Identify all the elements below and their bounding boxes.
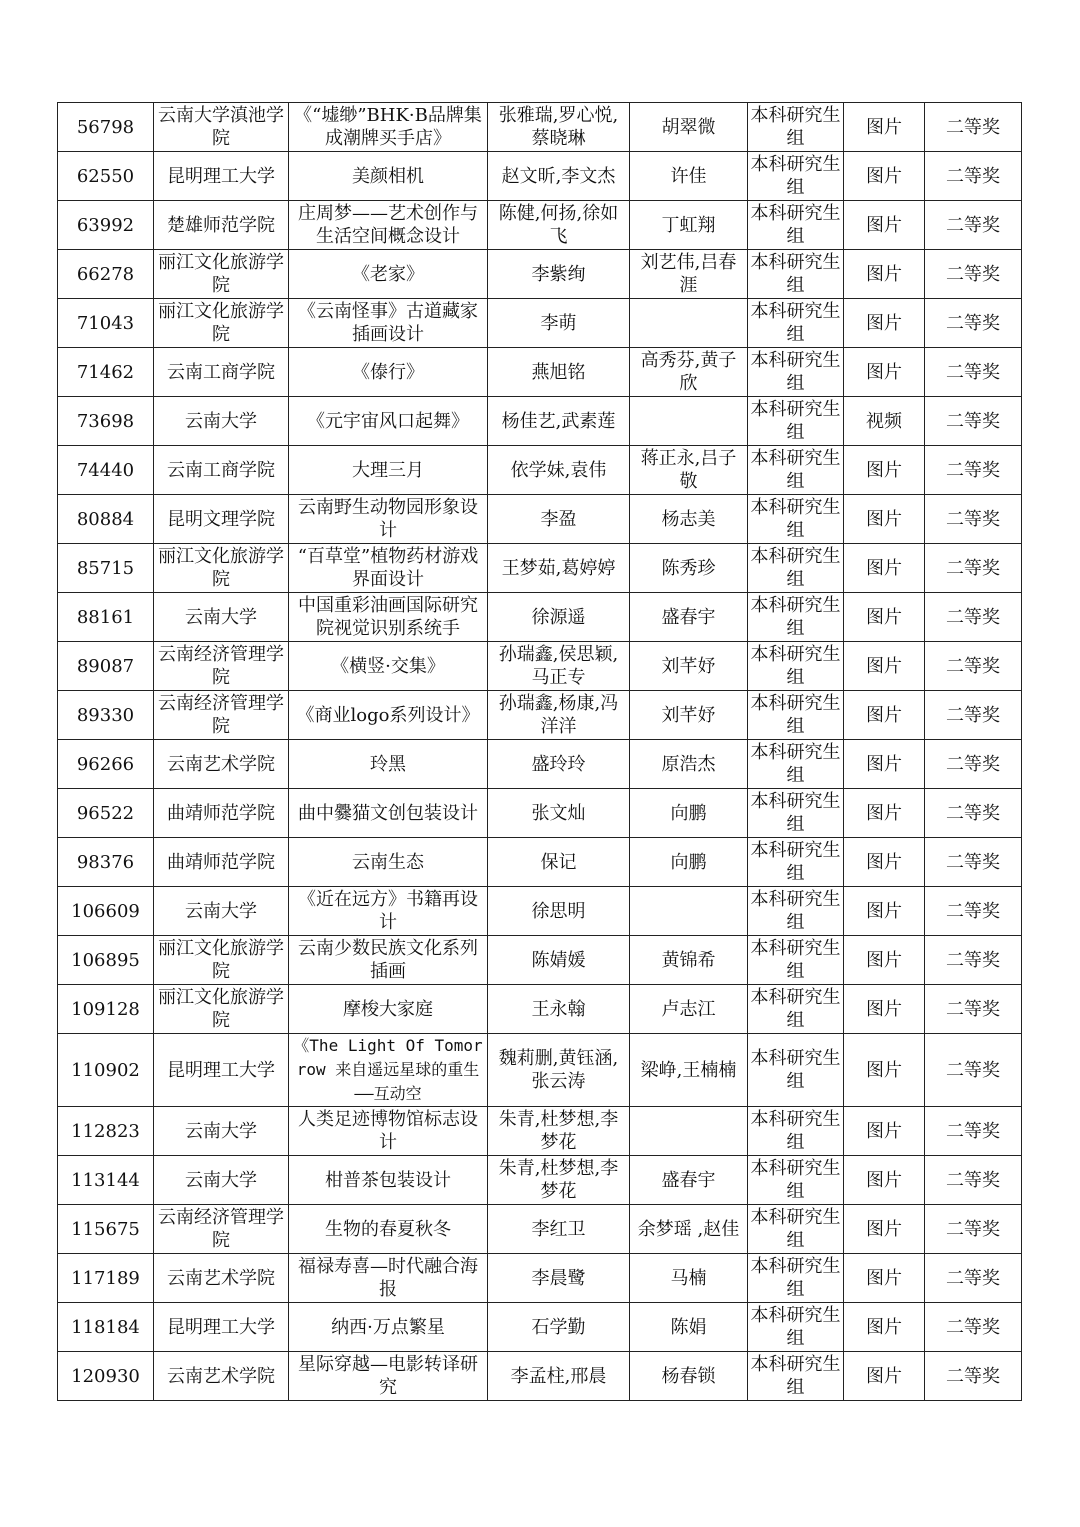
work-title-cell: 《The Light Of Tomorrow 来自遥远星球的重生——互动空 bbox=[289, 1034, 488, 1107]
advisor-name-cell bbox=[630, 887, 748, 936]
author-names-cell: 李萌 bbox=[488, 299, 630, 348]
group-name-cell: 本科研究生组 bbox=[748, 691, 844, 740]
school-name-cell: 丽江文化旅游学院 bbox=[154, 250, 289, 299]
entry-id-cell: 113144 bbox=[58, 1156, 154, 1205]
work-type-cell: 图片 bbox=[844, 250, 925, 299]
award-level-cell: 二等奖 bbox=[925, 789, 1022, 838]
entry-id-cell: 120930 bbox=[58, 1352, 154, 1401]
group-name-cell: 本科研究生组 bbox=[748, 936, 844, 985]
entry-id-cell: 62550 bbox=[58, 152, 154, 201]
work-title-cell: 福禄寿喜—时代融合海报 bbox=[289, 1254, 488, 1303]
award-level-cell: 二等奖 bbox=[925, 936, 1022, 985]
work-title-cell: “百草堂”植物药材游戏界面设计 bbox=[289, 544, 488, 593]
author-names-cell: 李孟柱,邢晨 bbox=[488, 1352, 630, 1401]
school-name-cell: 云南大学 bbox=[154, 1107, 289, 1156]
award-level-cell: 二等奖 bbox=[925, 152, 1022, 201]
author-names-cell: 孙瑞鑫,杨康,冯洋洋 bbox=[488, 691, 630, 740]
award-level-cell: 二等奖 bbox=[925, 642, 1022, 691]
author-names-cell: 徐源遥 bbox=[488, 593, 630, 642]
work-title-cell: 《老家》 bbox=[289, 250, 488, 299]
school-name-cell: 丽江文化旅游学院 bbox=[154, 985, 289, 1034]
table-row bbox=[58, 103, 1022, 152]
advisor-name-cell: 黄锦希 bbox=[630, 936, 748, 985]
author-names-cell: 燕旭铭 bbox=[488, 348, 630, 397]
school-name-cell: 丽江文化旅游学院 bbox=[154, 936, 289, 985]
award-level-cell: 二等奖 bbox=[925, 985, 1022, 1034]
award-level-cell: 二等奖 bbox=[925, 887, 1022, 936]
school-name-cell: 昆明文理学院 bbox=[154, 495, 289, 544]
advisor-name-cell: 许佳 bbox=[630, 152, 748, 201]
work-type-cell: 图片 bbox=[844, 544, 925, 593]
table-row bbox=[58, 887, 1022, 936]
advisor-name-cell: 盛春宇 bbox=[630, 1156, 748, 1205]
table-row bbox=[58, 348, 1022, 397]
group-name-cell: 本科研究生组 bbox=[748, 446, 844, 495]
table-row bbox=[58, 1205, 1022, 1254]
author-names-cell: 李晨鹭 bbox=[488, 1254, 630, 1303]
work-title-cell: 摩梭大家庭 bbox=[289, 985, 488, 1034]
award-level-cell: 二等奖 bbox=[925, 103, 1022, 152]
advisor-name-cell: 蒋正永,吕子敬 bbox=[630, 446, 748, 495]
group-name-cell: 本科研究生组 bbox=[748, 495, 844, 544]
group-name-cell: 本科研究生组 bbox=[748, 1303, 844, 1352]
table-row bbox=[58, 397, 1022, 446]
table-row bbox=[58, 1107, 1022, 1156]
work-title-cell: 《“墟缈”BHK·B品牌集成潮牌买手店》 bbox=[289, 103, 488, 152]
school-name-cell: 曲靖师范学院 bbox=[154, 789, 289, 838]
table-row bbox=[58, 1034, 1022, 1107]
advisor-name-cell: 杨志美 bbox=[630, 495, 748, 544]
table-row bbox=[58, 201, 1022, 250]
work-type-cell: 图片 bbox=[844, 1352, 925, 1401]
table-row bbox=[58, 495, 1022, 544]
author-names-cell: 杨佳艺,武素莲 bbox=[488, 397, 630, 446]
entry-id-cell: 89087 bbox=[58, 642, 154, 691]
group-name-cell: 本科研究生组 bbox=[748, 740, 844, 789]
entry-id-cell: 56798 bbox=[58, 103, 154, 152]
entry-id-cell: 80884 bbox=[58, 495, 154, 544]
work-title-cell: 《元宇宙风口起舞》 bbox=[289, 397, 488, 446]
table-row bbox=[58, 1254, 1022, 1303]
group-name-cell: 本科研究生组 bbox=[748, 348, 844, 397]
work-title-cell: 《傣行》 bbox=[289, 348, 488, 397]
work-title-cell: 柑普茶包装设计 bbox=[289, 1156, 488, 1205]
award-level-cell: 二等奖 bbox=[925, 740, 1022, 789]
award-level-cell: 二等奖 bbox=[925, 1352, 1022, 1401]
author-names-cell: 孙瑞鑫,侯思颖,马正专 bbox=[488, 642, 630, 691]
advisor-name-cell: 向鹏 bbox=[630, 838, 748, 887]
author-names-cell: 朱青,杜梦想,李梦花 bbox=[488, 1107, 630, 1156]
table-row bbox=[58, 593, 1022, 642]
table-row bbox=[58, 985, 1022, 1034]
entry-id-cell: 85715 bbox=[58, 544, 154, 593]
advisor-name-cell bbox=[630, 299, 748, 348]
entry-id-cell: 106609 bbox=[58, 887, 154, 936]
author-names-cell: 赵文昕,李文杰 bbox=[488, 152, 630, 201]
author-names-cell: 依学妹,袁伟 bbox=[488, 446, 630, 495]
work-title-cell: 中国重彩油画国际研究院视觉识别系统手 bbox=[289, 593, 488, 642]
work-type-cell: 图片 bbox=[844, 1156, 925, 1205]
entry-id-cell: 88161 bbox=[58, 593, 154, 642]
work-title-cell: 美颜相机 bbox=[289, 152, 488, 201]
entry-id-cell: 74440 bbox=[58, 446, 154, 495]
work-title-cell: 《近在远方》书籍再设计 bbox=[289, 887, 488, 936]
advisor-name-cell: 丁虹翔 bbox=[630, 201, 748, 250]
work-type-cell: 图片 bbox=[844, 1254, 925, 1303]
work-title-cell: 庄周梦——艺术创作与生活空间概念设计 bbox=[289, 201, 488, 250]
author-names-cell: 李紫绚 bbox=[488, 250, 630, 299]
advisor-name-cell: 陈娟 bbox=[630, 1303, 748, 1352]
award-level-cell: 二等奖 bbox=[925, 691, 1022, 740]
award-level-cell: 二等奖 bbox=[925, 397, 1022, 446]
work-type-cell: 图片 bbox=[844, 299, 925, 348]
award-level-cell: 二等奖 bbox=[925, 1205, 1022, 1254]
work-type-cell: 图片 bbox=[844, 985, 925, 1034]
school-name-cell: 丽江文化旅游学院 bbox=[154, 544, 289, 593]
school-name-cell: 昆明理工大学 bbox=[154, 1303, 289, 1352]
table-row bbox=[58, 152, 1022, 201]
advisor-name-cell bbox=[630, 397, 748, 446]
group-name-cell: 本科研究生组 bbox=[748, 103, 844, 152]
group-name-cell: 本科研究生组 bbox=[748, 1205, 844, 1254]
work-title-cell: 云南生态 bbox=[289, 838, 488, 887]
advisor-name-cell: 胡翠微 bbox=[630, 103, 748, 152]
school-name-cell: 云南大学 bbox=[154, 397, 289, 446]
author-names-cell: 李盈 bbox=[488, 495, 630, 544]
work-type-cell: 图片 bbox=[844, 1303, 925, 1352]
table-row bbox=[58, 838, 1022, 887]
award-level-cell: 二等奖 bbox=[925, 593, 1022, 642]
group-name-cell: 本科研究生组 bbox=[748, 1156, 844, 1205]
work-title-cell: 纳西·万点繁星 bbox=[289, 1303, 488, 1352]
advisor-name-cell: 马楠 bbox=[630, 1254, 748, 1303]
school-name-cell: 云南经济管理学院 bbox=[154, 1205, 289, 1254]
work-type-cell: 图片 bbox=[844, 887, 925, 936]
work-type-cell: 图片 bbox=[844, 152, 925, 201]
work-title-cell: 玲黑 bbox=[289, 740, 488, 789]
award-level-cell: 二等奖 bbox=[925, 495, 1022, 544]
work-type-cell: 图片 bbox=[844, 348, 925, 397]
author-names-cell: 王梦茹,葛婷婷 bbox=[488, 544, 630, 593]
group-name-cell: 本科研究生组 bbox=[748, 250, 844, 299]
group-name-cell: 本科研究生组 bbox=[748, 1034, 844, 1107]
school-name-cell: 云南经济管理学院 bbox=[154, 691, 289, 740]
advisor-name-cell: 陈秀珍 bbox=[630, 544, 748, 593]
group-name-cell: 本科研究生组 bbox=[748, 299, 844, 348]
table-row bbox=[58, 1352, 1022, 1401]
author-names-cell: 朱青,杜梦想,李梦花 bbox=[488, 1156, 630, 1205]
group-name-cell: 本科研究生组 bbox=[748, 201, 844, 250]
work-type-cell: 图片 bbox=[844, 103, 925, 152]
award-level-cell: 二等奖 bbox=[925, 348, 1022, 397]
award-level-cell: 二等奖 bbox=[925, 544, 1022, 593]
work-type-cell: 图片 bbox=[844, 789, 925, 838]
advisor-name-cell: 梁峥,王楠楠 bbox=[630, 1034, 748, 1107]
work-title-cell: 大理三月 bbox=[289, 446, 488, 495]
author-names-cell: 李红卫 bbox=[488, 1205, 630, 1254]
award-level-cell: 二等奖 bbox=[925, 446, 1022, 495]
advisor-name-cell: 刘芊妤 bbox=[630, 642, 748, 691]
school-name-cell: 云南大学 bbox=[154, 593, 289, 642]
work-type-cell: 图片 bbox=[844, 691, 925, 740]
advisor-name-cell bbox=[630, 1107, 748, 1156]
advisor-name-cell: 杨春锁 bbox=[630, 1352, 748, 1401]
school-name-cell: 昆明理工大学 bbox=[154, 152, 289, 201]
entry-id-cell: 89330 bbox=[58, 691, 154, 740]
advisor-name-cell: 刘芊妤 bbox=[630, 691, 748, 740]
work-type-cell: 图片 bbox=[844, 1205, 925, 1254]
table-row bbox=[58, 544, 1022, 593]
entry-id-cell: 106895 bbox=[58, 936, 154, 985]
award-level-cell: 二等奖 bbox=[925, 1156, 1022, 1205]
entry-id-cell: 63992 bbox=[58, 201, 154, 250]
table-row bbox=[58, 691, 1022, 740]
entry-id-cell: 118184 bbox=[58, 1303, 154, 1352]
work-type-cell: 图片 bbox=[844, 446, 925, 495]
awards-table-body bbox=[58, 103, 1022, 1401]
table-row bbox=[58, 789, 1022, 838]
group-name-cell: 本科研究生组 bbox=[748, 152, 844, 201]
work-title-cell: 曲中爨猫文创包装设计 bbox=[289, 789, 488, 838]
work-title-cell: 云南野生动物园形象设计 bbox=[289, 495, 488, 544]
school-name-cell: 云南大学 bbox=[154, 1156, 289, 1205]
award-level-cell: 二等奖 bbox=[925, 250, 1022, 299]
school-name-cell: 丽江文化旅游学院 bbox=[154, 299, 289, 348]
table-row bbox=[58, 936, 1022, 985]
work-title-cell: 生物的春夏秋冬 bbox=[289, 1205, 488, 1254]
author-names-cell: 保记 bbox=[488, 838, 630, 887]
group-name-cell: 本科研究生组 bbox=[748, 887, 844, 936]
author-names-cell: 王永翰 bbox=[488, 985, 630, 1034]
group-name-cell: 本科研究生组 bbox=[748, 397, 844, 446]
award-level-cell: 二等奖 bbox=[925, 1303, 1022, 1352]
group-name-cell: 本科研究生组 bbox=[748, 789, 844, 838]
work-type-cell: 图片 bbox=[844, 838, 925, 887]
author-names-cell: 陈健,何扬,徐如飞 bbox=[488, 201, 630, 250]
school-name-cell: 云南艺术学院 bbox=[154, 1254, 289, 1303]
awards-table bbox=[57, 102, 1022, 1401]
group-name-cell: 本科研究生组 bbox=[748, 642, 844, 691]
work-title-cell: 《云南怪事》古道藏家插画设计 bbox=[289, 299, 488, 348]
award-level-cell: 二等奖 bbox=[925, 838, 1022, 887]
work-title-cell: 人类足迹博物馆标志设计 bbox=[289, 1107, 488, 1156]
work-type-cell: 图片 bbox=[844, 642, 925, 691]
table-row bbox=[58, 642, 1022, 691]
author-names-cell: 张文灿 bbox=[488, 789, 630, 838]
entry-id-cell: 66278 bbox=[58, 250, 154, 299]
entry-id-cell: 109128 bbox=[58, 985, 154, 1034]
advisor-name-cell: 余梦瑶 ,赵佳 bbox=[630, 1205, 748, 1254]
entry-id-cell: 117189 bbox=[58, 1254, 154, 1303]
author-names-cell: 魏莉删,黄钰涵,张云涛 bbox=[488, 1034, 630, 1107]
work-title-cell: 《横竖·交集》 bbox=[289, 642, 488, 691]
work-type-cell: 图片 bbox=[844, 740, 925, 789]
entry-id-cell: 96522 bbox=[58, 789, 154, 838]
school-name-cell: 云南艺术学院 bbox=[154, 1352, 289, 1401]
work-type-cell: 视频 bbox=[844, 397, 925, 446]
group-name-cell: 本科研究生组 bbox=[748, 593, 844, 642]
table-row bbox=[58, 740, 1022, 789]
work-title-cell: 云南少数民族文化系列插画 bbox=[289, 936, 488, 985]
entry-id-cell: 98376 bbox=[58, 838, 154, 887]
advisor-name-cell: 高秀芬,黄子欣 bbox=[630, 348, 748, 397]
table-row bbox=[58, 1156, 1022, 1205]
work-type-cell: 图片 bbox=[844, 1034, 925, 1107]
table-row bbox=[58, 1303, 1022, 1352]
award-level-cell: 二等奖 bbox=[925, 1034, 1022, 1107]
group-name-cell: 本科研究生组 bbox=[748, 1107, 844, 1156]
school-name-cell: 云南艺术学院 bbox=[154, 740, 289, 789]
school-name-cell: 昆明理工大学 bbox=[154, 1034, 289, 1107]
entry-id-cell: 73698 bbox=[58, 397, 154, 446]
entry-id-cell: 110902 bbox=[58, 1034, 154, 1107]
work-title-cell: 《商业logo系列设计》 bbox=[289, 691, 488, 740]
entry-id-cell: 96266 bbox=[58, 740, 154, 789]
advisor-name-cell: 刘艺伟,吕春涯 bbox=[630, 250, 748, 299]
table-row bbox=[58, 250, 1022, 299]
group-name-cell: 本科研究生组 bbox=[748, 544, 844, 593]
author-names-cell: 陈婧媛 bbox=[488, 936, 630, 985]
school-name-cell: 楚雄师范学院 bbox=[154, 201, 289, 250]
award-level-cell: 二等奖 bbox=[925, 1107, 1022, 1156]
group-name-cell: 本科研究生组 bbox=[748, 1254, 844, 1303]
work-type-cell: 图片 bbox=[844, 495, 925, 544]
work-type-cell: 图片 bbox=[844, 1107, 925, 1156]
school-name-cell: 云南工商学院 bbox=[154, 348, 289, 397]
table-row bbox=[58, 299, 1022, 348]
school-name-cell: 曲靖师范学院 bbox=[154, 838, 289, 887]
entry-id-cell: 112823 bbox=[58, 1107, 154, 1156]
school-name-cell: 云南工商学院 bbox=[154, 446, 289, 495]
advisor-name-cell: 原浩杰 bbox=[630, 740, 748, 789]
author-names-cell: 盛玲玲 bbox=[488, 740, 630, 789]
advisor-name-cell: 盛春宇 bbox=[630, 593, 748, 642]
entry-id-cell: 71043 bbox=[58, 299, 154, 348]
group-name-cell: 本科研究生组 bbox=[748, 985, 844, 1034]
work-type-cell: 图片 bbox=[844, 593, 925, 642]
work-type-cell: 图片 bbox=[844, 201, 925, 250]
entry-id-cell: 71462 bbox=[58, 348, 154, 397]
author-names-cell: 张雅瑞,罗心悦,蔡晓琳 bbox=[488, 103, 630, 152]
school-name-cell: 云南大学滇池学院 bbox=[154, 103, 289, 152]
entry-id-cell: 115675 bbox=[58, 1205, 154, 1254]
award-level-cell: 二等奖 bbox=[925, 299, 1022, 348]
group-name-cell: 本科研究生组 bbox=[748, 1352, 844, 1401]
author-names-cell: 石学勤 bbox=[488, 1303, 630, 1352]
author-names-cell: 徐思明 bbox=[488, 887, 630, 936]
award-level-cell: 二等奖 bbox=[925, 201, 1022, 250]
work-type-cell: 图片 bbox=[844, 936, 925, 985]
advisor-name-cell: 卢志江 bbox=[630, 985, 748, 1034]
advisor-name-cell: 向鹏 bbox=[630, 789, 748, 838]
school-name-cell: 云南经济管理学院 bbox=[154, 642, 289, 691]
group-name-cell: 本科研究生组 bbox=[748, 838, 844, 887]
school-name-cell: 云南大学 bbox=[154, 887, 289, 936]
table-row bbox=[58, 446, 1022, 495]
award-level-cell: 二等奖 bbox=[925, 1254, 1022, 1303]
work-title-cell: 星际穿越—电影转译研究 bbox=[289, 1352, 488, 1401]
